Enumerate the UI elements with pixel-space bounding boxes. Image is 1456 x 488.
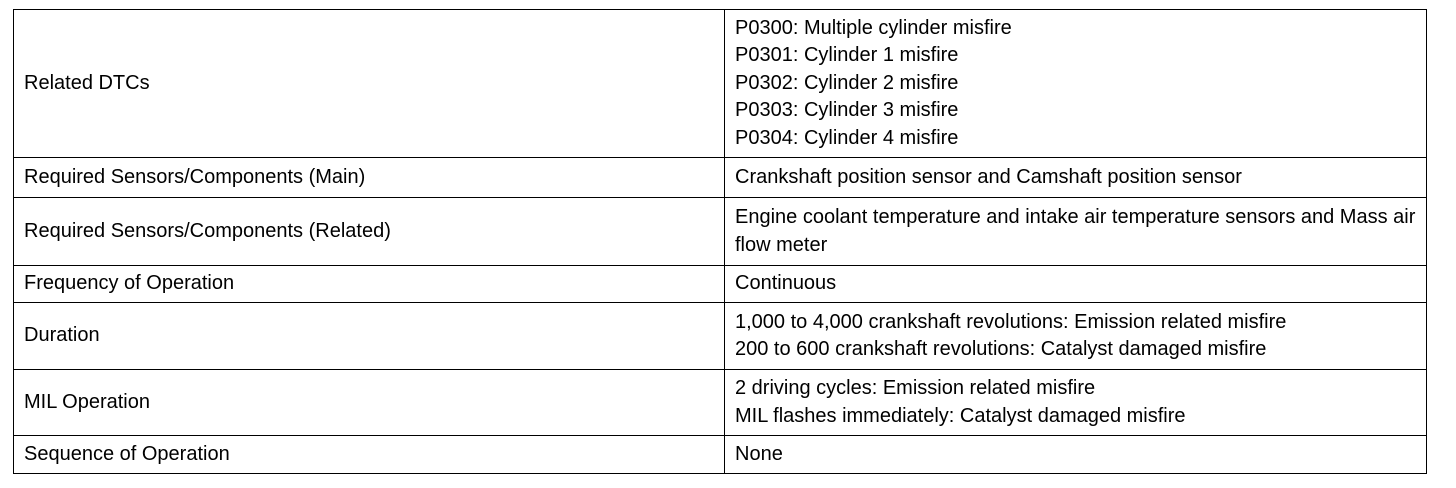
dtc-line: P0301: Cylinder 1 misfire: [735, 44, 959, 67]
table-body: [14, 10, 1427, 474]
row-value: [725, 198, 1427, 266]
dtc-line: P0303: Cylinder 3 misfire: [735, 99, 959, 122]
row-label: Required Sensors/Components (Main): [14, 158, 725, 198]
row-label: MIL Operation: [14, 370, 725, 436]
table-row-required-sensors-main: [14, 158, 1427, 198]
row-label: Required Sensors/Components (Related): [14, 198, 725, 266]
row-value: [725, 10, 1427, 158]
table-row-sequence: [14, 436, 1427, 474]
value-line: 2 driving cycles: Emission related misfire: [735, 377, 1096, 399]
value-line: Continuous: [735, 272, 837, 295]
dtc-line: P0302: Cylinder 2 misfire: [735, 71, 959, 94]
row-label: Sequence of Operation: [14, 436, 725, 474]
row-value: [725, 303, 1427, 370]
table-row-duration: [14, 303, 1427, 370]
dtc-line: P0304: Cylinder 4 misfire: [735, 126, 959, 149]
table-row-required-sensors-related: [14, 198, 1427, 266]
value-line: MIL flashes immediately: Catalyst damaged misfire: [735, 404, 1186, 427]
value-line: Engine coolant temperature and intake air temperature sensors and Mass air flow meter: [735, 206, 1416, 256]
table-row-mil-operation: [14, 370, 1427, 436]
value-line: 200 to 600 crankshaft revolutions: Catalyst damaged misfire: [735, 338, 1267, 360]
row-value: [725, 266, 1427, 303]
row-label: Duration: [14, 303, 725, 370]
value-line: 1,000 to 4,000 crankshaft revolutions: Emission related misfire: [735, 310, 1287, 333]
value-line: None: [735, 442, 783, 465]
table-row-frequency: [14, 266, 1427, 303]
row-label: Frequency of Operation: [14, 266, 725, 303]
row-value: [725, 436, 1427, 474]
monitor-spec-table: [13, 9, 1427, 474]
value-line: Crankshaft position sensor and Camshaft position sensor: [735, 165, 1242, 188]
row-label: Related DTCs: [14, 10, 725, 158]
dtc-line: P0300: Multiple cylinder misfire: [735, 16, 1012, 39]
table-row-related-dtcs: [14, 10, 1427, 158]
row-value: [725, 370, 1427, 436]
row-value: [725, 158, 1427, 198]
